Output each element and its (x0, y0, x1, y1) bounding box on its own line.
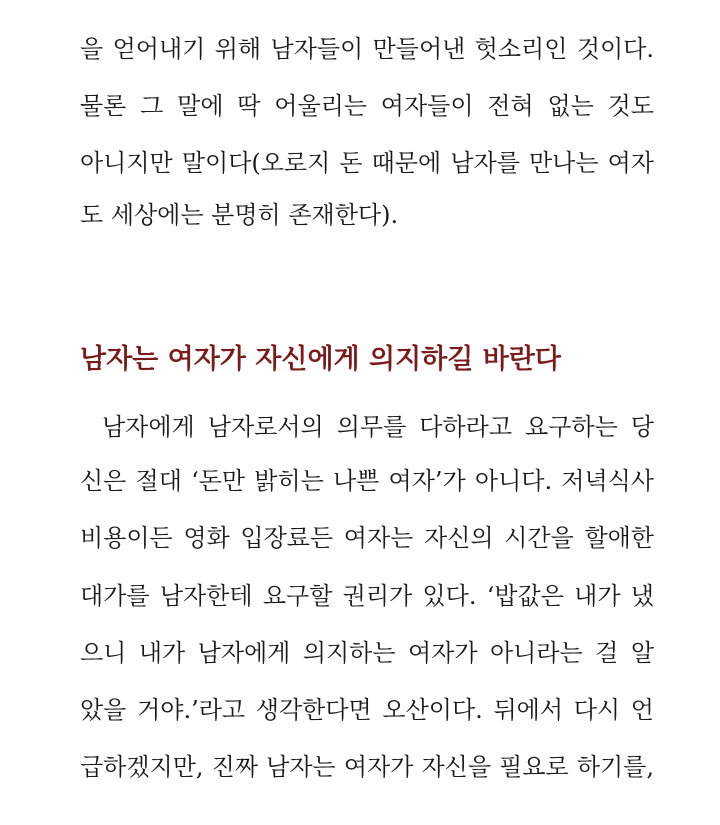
body-line: 으니 내가 남자에게 의지하는 여자가 아니라는 걸 알 (80, 639, 654, 667)
body-line: 대가를 남자한테 요구할 권리가 있다. ‘밥값은 내가 냈 (80, 582, 654, 610)
body-line: 아니지만 말이다(오로지 돈 때문에 남자를 만나는 여자 (80, 149, 654, 177)
body-line: 도 세상에는 분명히 존재한다). (80, 201, 399, 229)
body-line: 신은 절대 ‘돈만 밝히는 나쁜 여자’가 아니다. 저녁식사 (80, 467, 654, 495)
body-line: 을 얻어내기 위해 남자들이 만들어낸 헛소리인 것이다. (80, 35, 654, 63)
body-line: 물론 그 말에 딱 어울리는 여자들이 전혀 없는 것도 (80, 92, 654, 120)
body-line: 비용이든 영화 입장료든 여자는 자신의 시간을 할애한 (80, 524, 654, 552)
body-line: 남자에게 남자로서의 의무를 다하라고 요구하는 당 (102, 413, 654, 441)
section-heading: 남자는 여자가 자신에게 의지하길 바란다 (80, 344, 561, 375)
body-line: 았을 거야.’라고 생각한다면 오산이다. 뒤에서 다시 언 (80, 696, 654, 724)
body-line: 급하겠지만, 진짜 남자는 여자가 자신을 필요로 하기를, (80, 753, 654, 781)
